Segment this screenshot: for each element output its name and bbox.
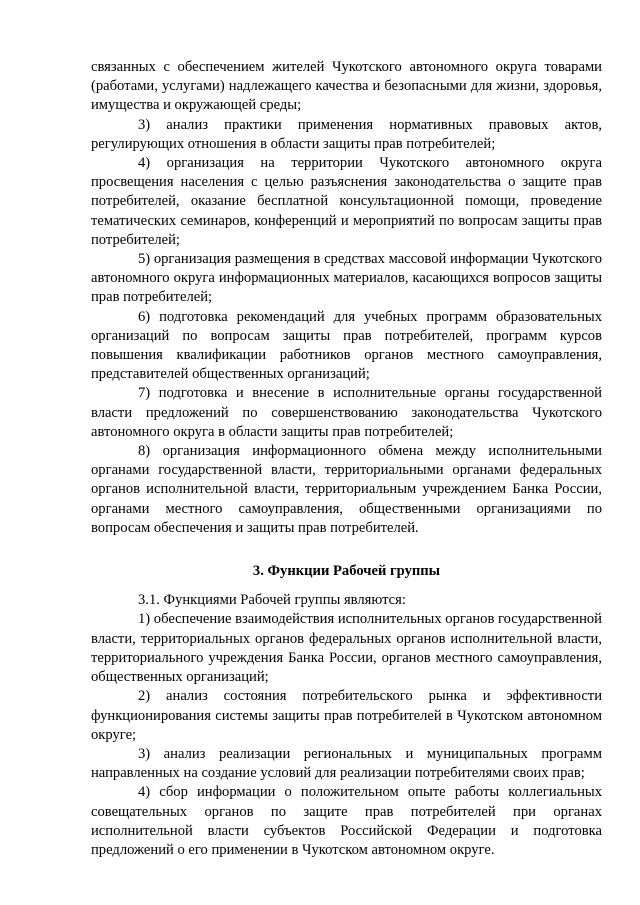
paragraph-continuation: связанных с обеспечением жителей Чукотского автономного округа товарами (работами, услугами) надлежащего качества и безопасными для жизни, здоровья, имущества и окружающей среды;	[91, 59, 602, 114]
paragraph-item-6: 6) подготовка рекомендаций для учебных программ образовательных организаций по вопросам защиты прав потребителей, программ курсов повышения квалификации работников органов местного самоуправления, представителей общественных организаций;	[91, 308, 602, 383]
document-page	[91, 58, 602, 860]
function-item-2: 2) анализ состояния потребительского рынка и эффективности функционирования системы защиты прав потребителей в Чукотском автономном округе;	[91, 688, 602, 743]
paragraph-item-8: 8) организация информационного обмена между исполнительными органами государственной власти, территориальными органами федеральных органов исполнительной власти, территориальным учреждением Банка России, органами местного самоуправления, общественными организациями по вопросам обеспечения и защиты прав потребителей.	[91, 443, 602, 536]
paragraph-item-4: 4) организация на территории Чукотского автономного округа просвещения населения с целью разъяснения законодательства о защите прав потребителей, оказание бесплатной консультационной помощи, проведение тематических семинаров, конференций и мероприятий по вопросам защиты прав потребителей;	[91, 155, 602, 248]
paragraph-item-7: 7) подготовка и внесение в исполнительные органы государственной власти предложений по совершенствованию законодательства Чукотского автономного округа в области защиты прав потребителей;	[91, 385, 602, 440]
function-item-3: 3) анализ реализации региональных и муниципальных программ направленных на создание условий для реализации потребителями своих прав;	[91, 745, 602, 782]
paragraph-item-5: 5) организация размещения в средствах массовой информации Чукотского автономного округа информационных материалов, касающихся вопросов защиты прав потребителей;	[91, 251, 602, 306]
function-item-1: 1) обеспечение взаимодействия исполнительных органов государственной власти, территориальных органов федеральных органов исполнительной власти, территориального учреждения Банка России, органов местного самоуправления, общественных организаций;	[91, 611, 602, 686]
function-item-4: 4) сбор информации о положительном опыте работы коллегиальных совещательных органов по защите прав потребителей при органах исполнительной власти субъектов Российской Федерации и подготовка предложений о его применении в Чукотском автономном округе.	[91, 784, 602, 858]
paragraph-item-3: 3) анализ практики применения нормативных правовых актов, регулирующих отношения в области защиты прав потребителей;	[91, 116, 602, 152]
section-intro: 3.1. Функциями Рабочей группы являются:	[138, 592, 406, 609]
section-heading: 3. Функции Рабочей группы	[252, 563, 441, 580]
